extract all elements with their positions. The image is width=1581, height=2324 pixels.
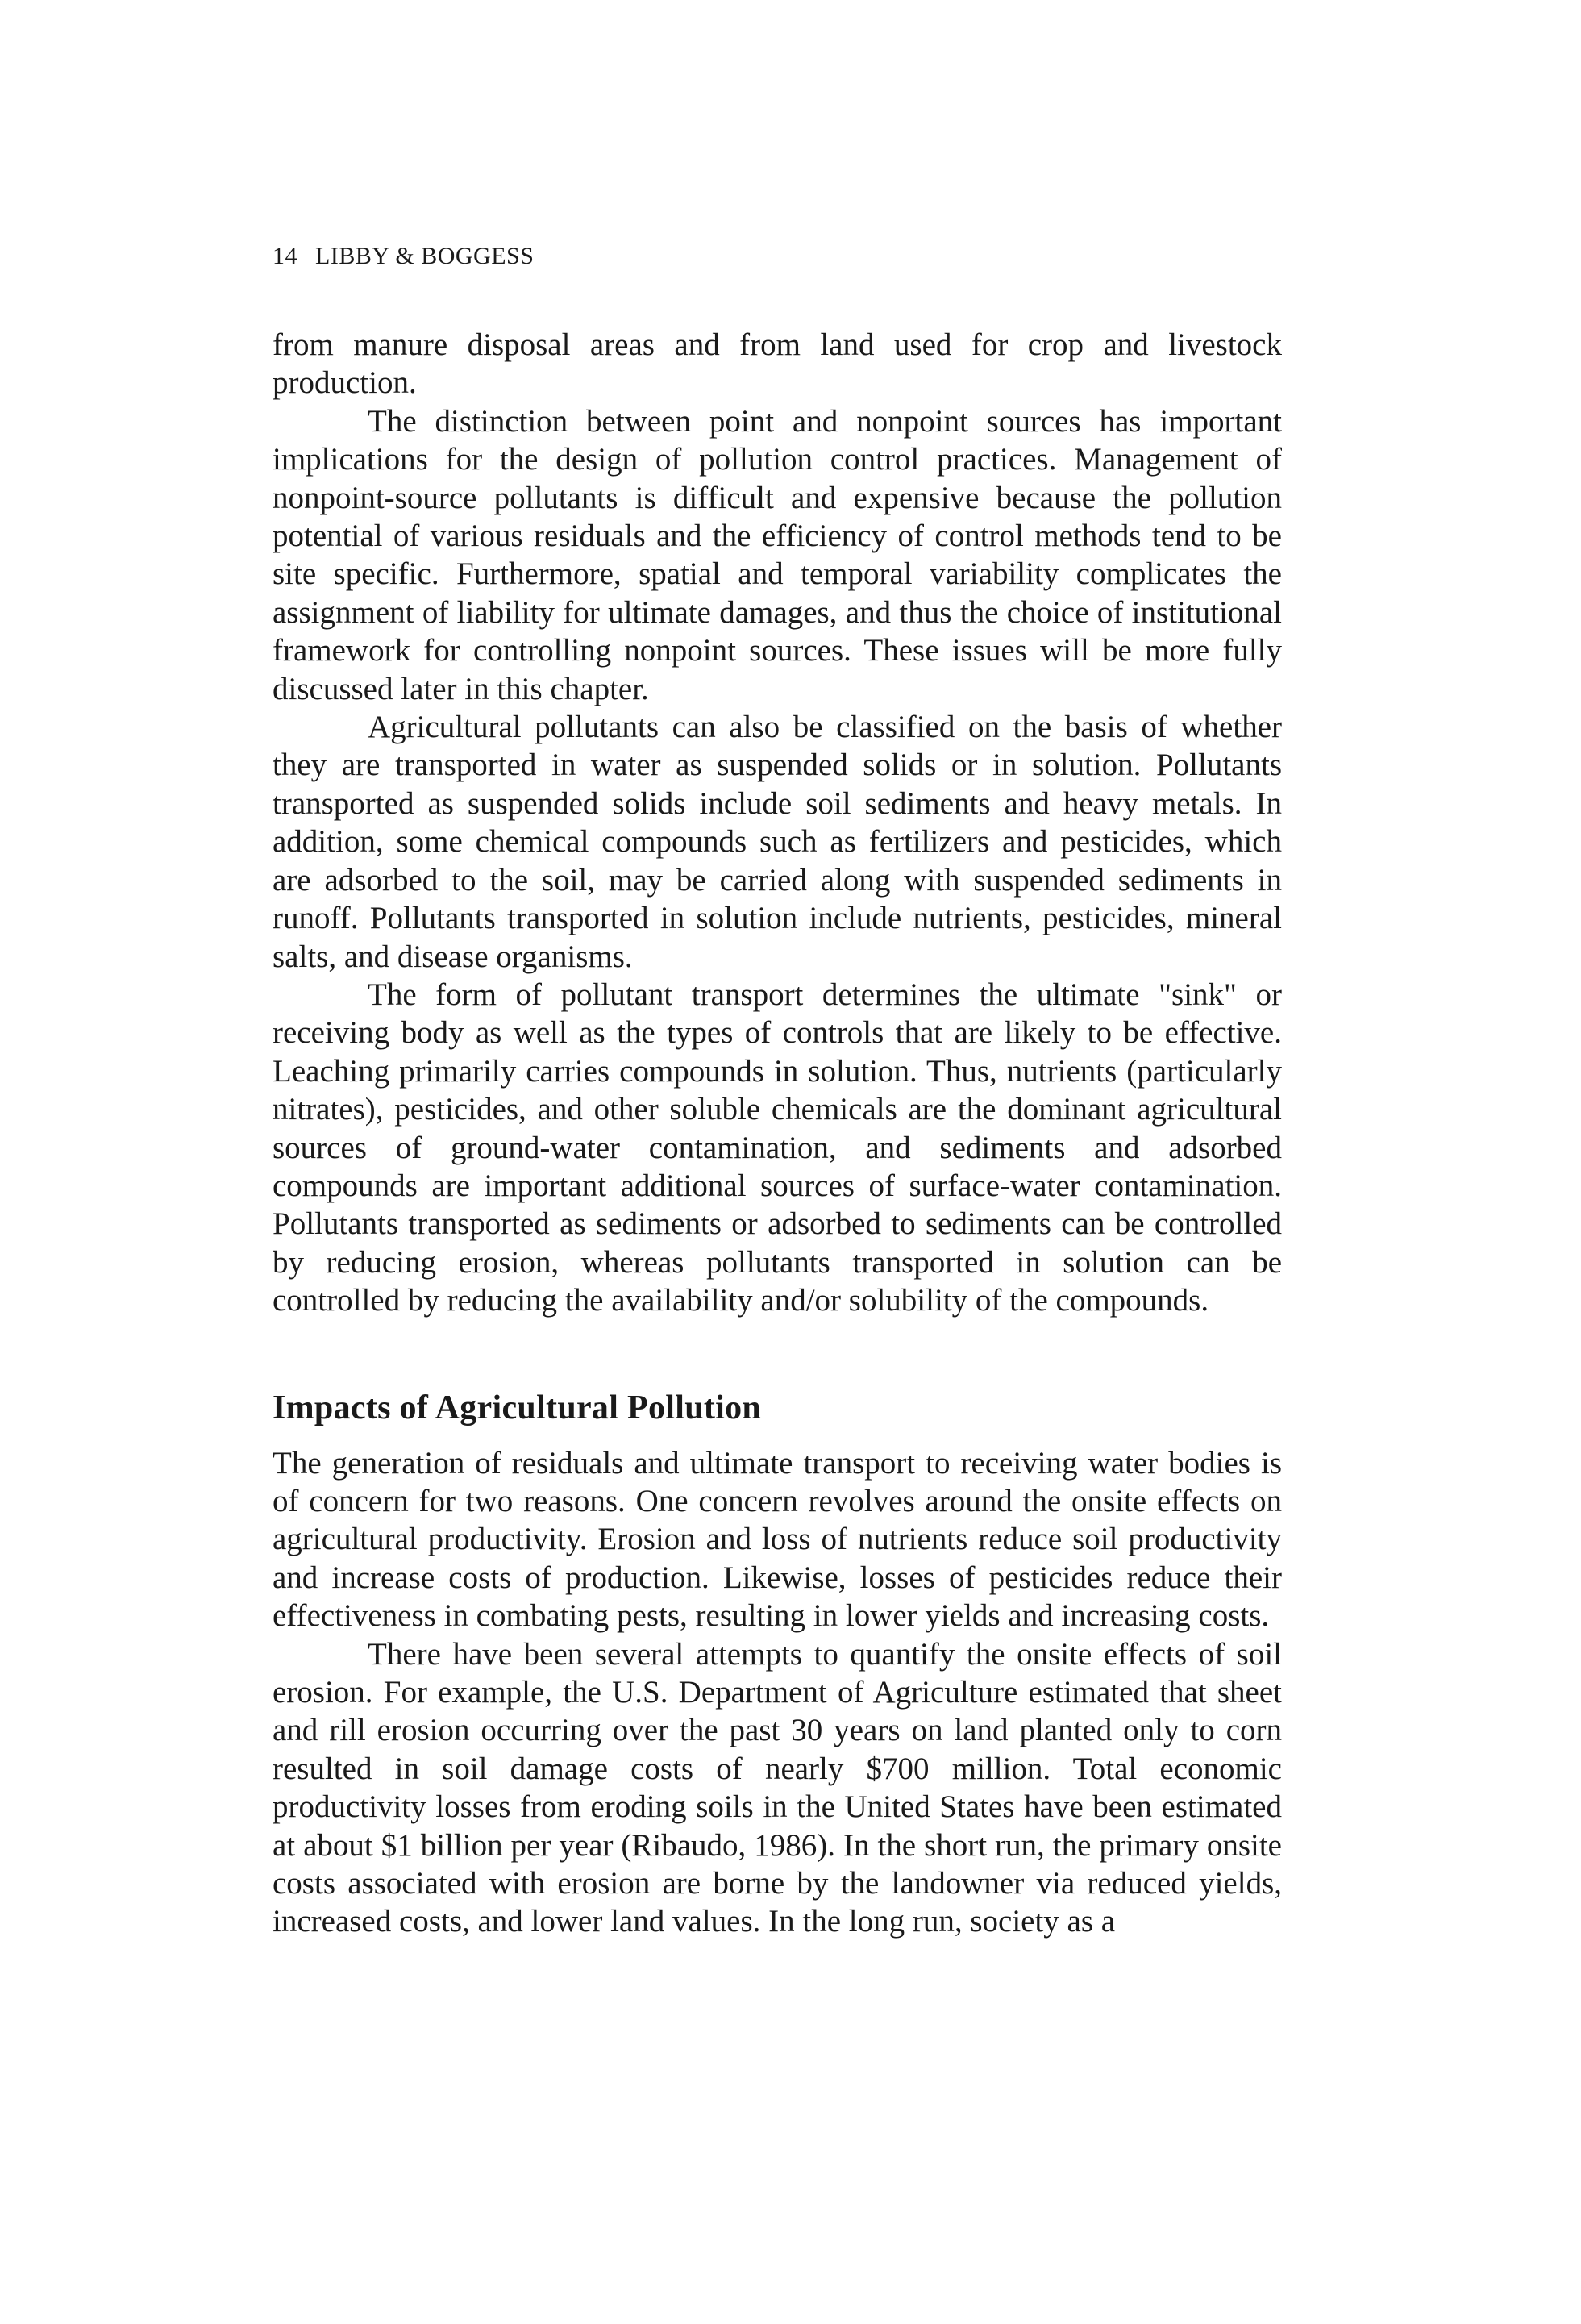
- running-head: [273, 242, 1282, 271]
- paragraph: The form of pollutant transport determines the ultimate "sink" or receiving body as well as the types of controls that are likely to be effective. Leaching primarily carries compounds in solution. Thus, nutrients (particularly nitrates), pesticides, and other soluble chemicals are the dominant agricultural sources of ground-water contamination, and sediments and adsorbed compounds are important additional sources of surface-water contamination. Pollutants transported as sediments or adsorbed to sediments can be controlled by reducing erosion, whereas pollutants transported in solution can be controlled by reducing the availability and/or solubility of the compounds.: [273, 977, 1282, 1318]
- running-title: LIBBY & BOGGESS: [315, 243, 535, 269]
- page-number: 14: [273, 243, 297, 269]
- section-body-2: [273, 1444, 1282, 1941]
- paragraph: There have been several attempts to quantify the onsite effects of soil erosion. For example, the U.S. Department of Agriculture estimated that sheet and rill erosion occurring over the past 30 years on land planted only to corn resulted in soil damage costs of nearly $700 million. Total economic productivity losses from eroding soils in the United States have been estimated at about $1 billion per year (Ribaudo, 1986). In the short run, the primary onsite costs associated with erosion are borne by the landowner via reduced yields, increased costs, and lower land values. In the long run, society as a: [273, 1636, 1282, 1939]
- page: [273, 242, 1282, 1941]
- section-heading: Impacts of Agricultural Pollution: [273, 1389, 762, 1426]
- paragraph: The distinction between point and nonpoint sources has important implications for the design of pollution control practices. Management of nonpoint-source pollutants is difficult and expensive because the pollution potential of various residuals and the efficiency of control methods tend to be site specific. Furthermore, spatial and temporal variability complicates the assignment of liability for ultimate damages, and thus the choice of institutional framework for controlling nonpoint sources. These issues will be more fully discussed later in this chapter.: [273, 403, 1282, 706]
- section-body-1: [273, 326, 1282, 1320]
- paragraph: from manure disposal areas and from land used for crop and livestock production.: [273, 327, 1282, 401]
- paragraph: Agricultural pollutants can also be classified on the basis of whether they are transported in water as suspended solids or in solution. Pollutants transported as suspended solids include soil sediments and heavy metals. In addition, some chemical compounds such as fertilizers and pesticides, which are adsorbed to the soil, may be carried along with suspended sediments in runoff. Pollutants transported in solution include nutrients, pesticides, mineral salts, and disease organisms.: [273, 710, 1282, 974]
- paragraph: The generation of residuals and ultimate transport to receiving water bodies is of concern for two reasons. One concern revolves around the onsite effects on agricultural productivity. Erosion and loss of nutrients reduce soil productivity and increase costs of production. Likewise, losses of pesticides reduce their effectiveness in combating pests, resulting in lower yields and increasing costs.: [273, 1445, 1282, 1634]
